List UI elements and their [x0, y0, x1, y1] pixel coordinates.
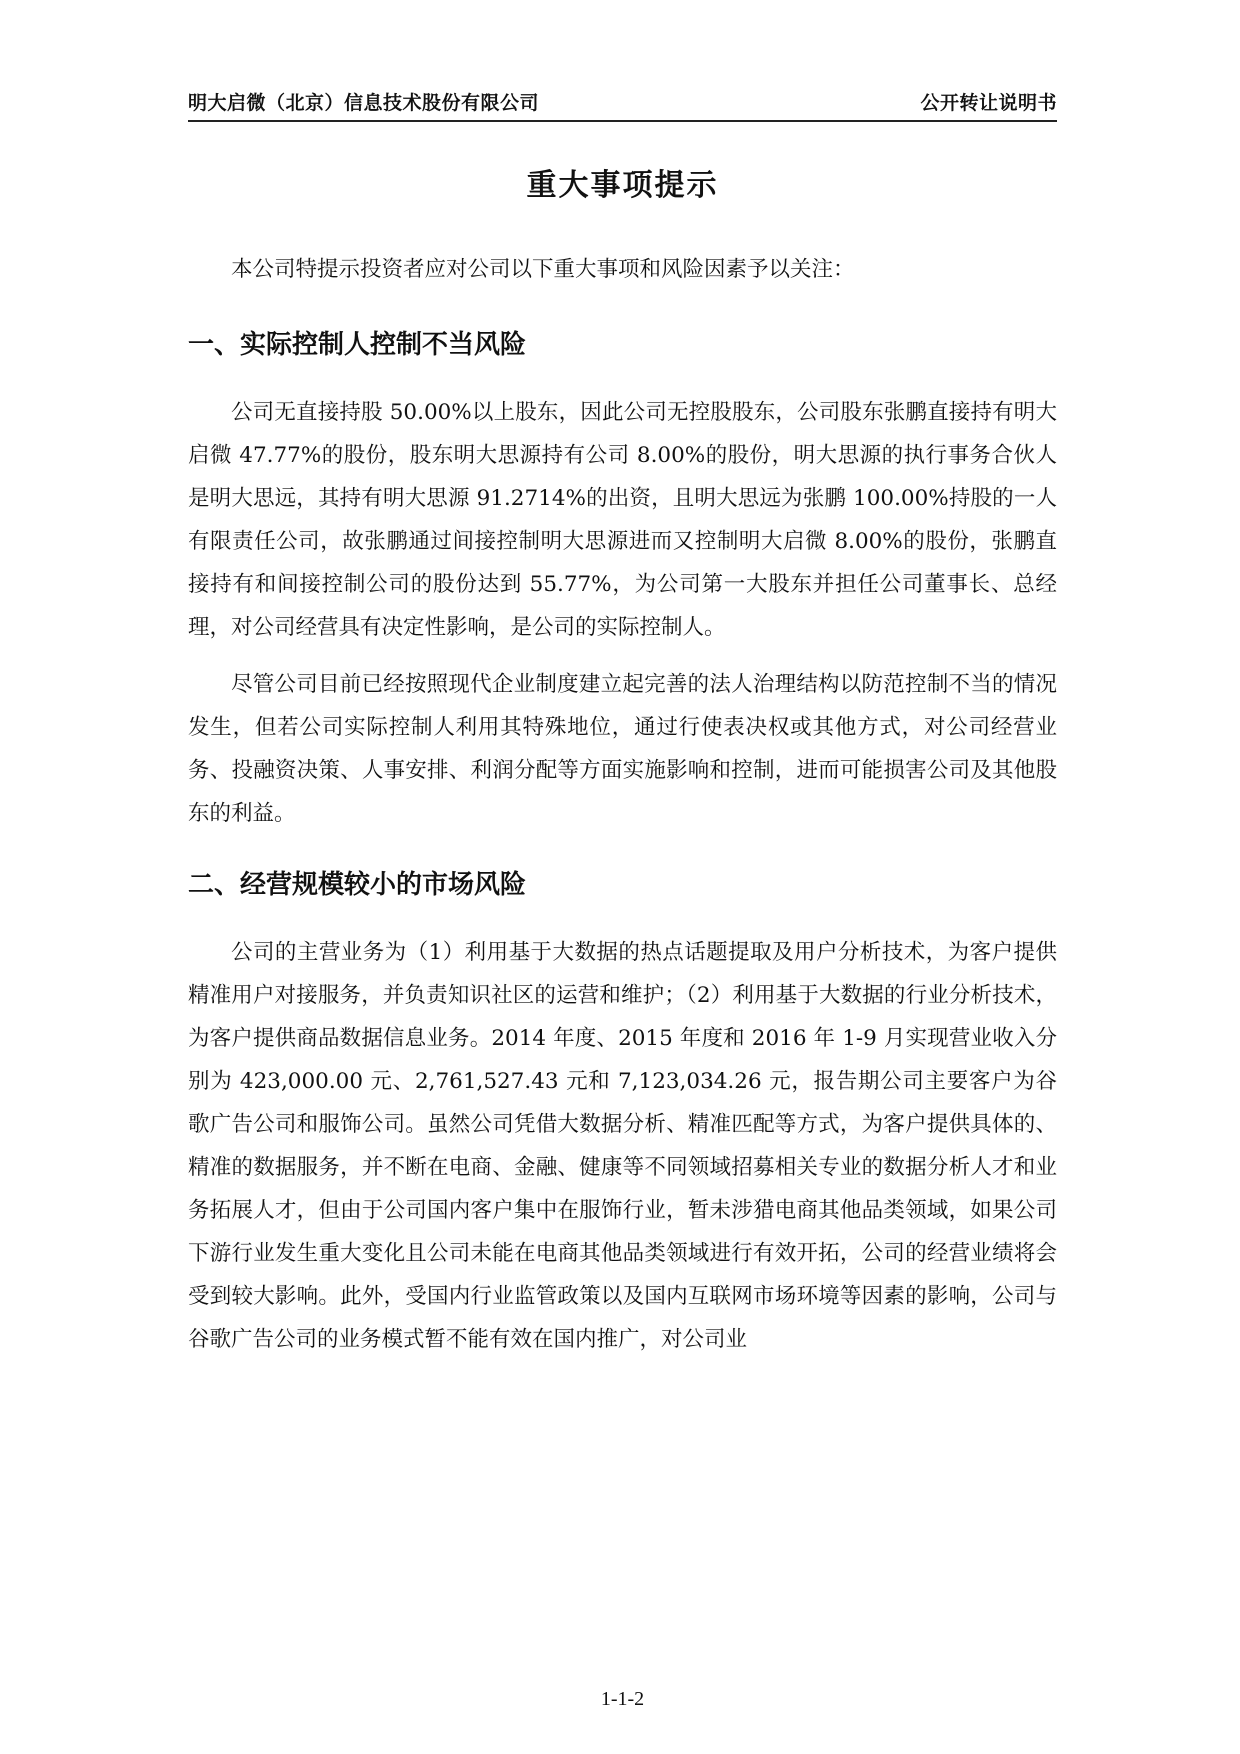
body-paragraph: 尽管公司目前已经按照现代企业制度建立起完善的法人治理结构以防范控制不当的情况发生，但若公司实际控制人利用其特殊地位，通过行使表决权或其他方式，对公司经营业务、投融资决策、人事安排、利润分配等方面实施影响和控制，进而可能损害公司及其他股东的利益。: [188, 672, 1057, 826]
body-paragraph: 公司的主营业务为（1）利用基于大数据的热点话题提取及用户分析技术，为客户提供精准用户对接服务，并负责知识社区的运营和维护；（2）利用基于大数据的行业分析技术，为客户提供商品数据信息业务。2014 年度、2015 年度和 2016 年 1-9 月实现营业收入分别为 423,000.00 元、2,761,527.43 元和 7,123,034.26 元，报告期公司主要客户为谷歌广告公司和服饰公司。虽然公司凭借大数据分析、精准匹配等方式，为客户提供具体的、精准的数据服务，并不断在电商、金融、健康等不同领域招募相关专业的数据分析人才和业务拓展人才，但由于公司国内客户集中在服饰行业，暂未涉猎电商其他品类领域，如果公司下游行业发生重大变化且公司未能在电商其他品类领域进行有效开拓，公司的经营业绩将会受到较大影响。此外，受国内行业监管政策以及国内互联网市场环境等因素的影响，公司与谷歌广告公司的业务模式暂不能有效在国内推广，对公司业: [188, 940, 1057, 1352]
running-header: [188, 86, 1057, 122]
body-paragraph: 公司无直接持股 50.00%以上股东，因此公司无控股股东，公司股东张鹏直接持有明大启微 47.77%的股份，股东明大思源持有公司 8.00%的股份，明大思源的执行事务合伙人是明大思远，其持有明大思源 91.2714%的出资，且明大思远为张鹏 100.00%持股的一人有限责任公司，故张鹏通过间接控制明大思源进而又控制明大启微 8.00%的股份，张鹏直接持有和间接控制公司的股份达到 55.77%，为公司第一大股东并担任公司董事长、总经理，对公司经营具有决定性影响，是公司的实际控制人。: [188, 400, 1057, 640]
section-heading-controller-risk: 一、实际控制人控制不当风险: [188, 330, 527, 360]
header-document-type: 公开转让说明书: [920, 92, 1057, 114]
document-body: [188, 248, 1057, 1361]
intro-paragraph: 本公司特提示投资者应对公司以下重大事项和风险因素予以关注：: [231, 257, 855, 282]
page-number: 1-1-2: [600, 1688, 645, 1710]
section-heading-market-risk: 二、经营规模较小的市场风险: [188, 870, 527, 900]
header-company-name: 明大启微（北京）信息技术股份有限公司: [188, 92, 540, 114]
page-title: 重大事项提示: [526, 168, 719, 203]
